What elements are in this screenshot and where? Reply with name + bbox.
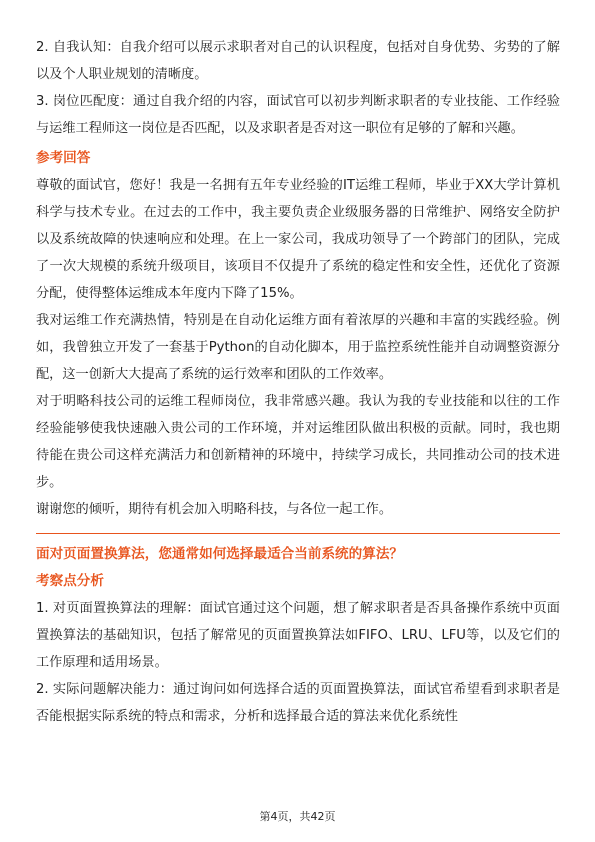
answer-paragraph: 尊敬的面试官，您好！我是一名拥有五年专业经验的IT运维工程师，毕业于XX大学计算机科学与技术专业。在过去的工作中，我主要负责企业级服务器的日常维护、网络安全防护以及系统故障的快速响应和处理。在上一家公司，我成功领导了一个跨部门的团队，完成了一次大规模的系统升级项目，该项目不仅提升了系统的稳定性和安全性，还优化了资源分配，使得整体运维成本年度内下降了15%。 <box>36 178 560 301</box>
point-self-awareness: 2. 自我认知：自我介绍可以展示求职者对自己的认识程度，包括对自身优势、劣势的了解以及个人职业规划的清晰度。 <box>36 40 560 82</box>
answer-paragraph: 对于明略科技公司的运维工程师岗位，我非常感兴趣。我认为我的专业技能和以往的工作经验能够使我快速融入贵公司的工作环境，并对运维团队做出积极的贡献。同时，我也期待能在贵公司这样充满活力和创新精神的环境中，持续学习成长，共同推动公司的技术进步。 <box>36 394 560 490</box>
answer-paragraph: 谢谢您的倾听，期待有机会加入明略科技，与各位一起工作。 <box>36 502 393 517</box>
reference-answer-heading: 参考回答 <box>36 150 91 166</box>
answer-paragraph: 我对运维工作充满热情，特别是在自动化运维方面有着浓厚的兴趣和丰富的实践经验。例如，我曾独立开发了一套基于Python的自动化脚本，用于监控系统性能并自动调整资源分配，这一创新大大提高了系统的运行效率和团队的工作效率。 <box>36 313 560 382</box>
section-divider <box>36 533 560 534</box>
analysis-heading: 考察点分析 <box>36 573 104 589</box>
analysis-point: 1. 对页面置换算法的理解：面试官通过这个问题，想了解求职者是否具备操作系统中页面置换算法的基础知识，包括了解常见的页面置换算法如FIFO、LRU、LFU等，以及它们的工作原理和适用场景。 <box>36 601 560 670</box>
point-job-match: 3. 岗位匹配度：通过自我介绍的内容，面试官可以初步判断求职者的专业技能、工作经验与运维工程师这一岗位是否匹配，以及求职者是否对这一职位有足够的了解和兴趣。 <box>36 94 560 136</box>
page-number: 第4页，共42页 <box>259 810 336 823</box>
document-body <box>36 34 560 730</box>
analysis-point: 2. 实际问题解决能力：通过询问如何选择合适的页面置换算法，面试官希望看到求职者是否能根据实际系统的特点和需求，分析和选择最合适的算法来优化系统性 <box>36 682 560 724</box>
question-title: 面对页面置换算法，您通常如何选择最适合当前系统的算法？ <box>36 546 404 562</box>
